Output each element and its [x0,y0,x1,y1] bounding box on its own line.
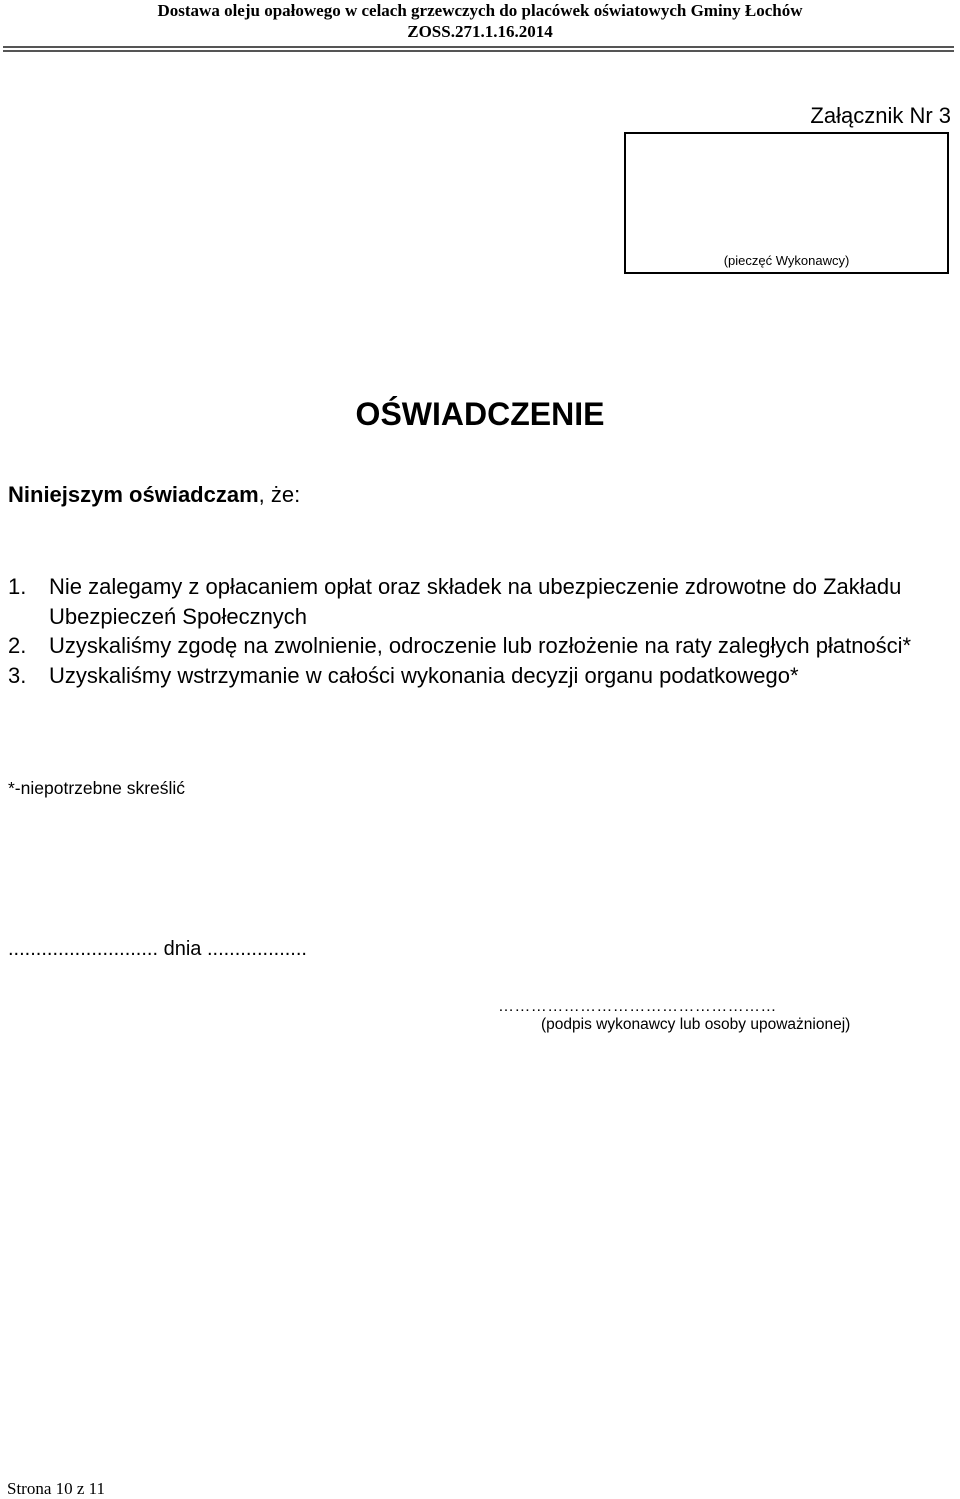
date-line: ........................... dnia .................. [8,938,307,960]
footnote: *-niepotrzebne skreślić [8,778,186,798]
statement-text: Uzyskaliśmy wstrzymanie w całości wykonania decyzji organu podatkowego* [49,662,799,688]
document-title: OŚWIADCZENIE [355,396,605,432]
document-reference-number: ZOSS.271.1.16.2014 [407,22,553,41]
header-divider [3,46,954,52]
page-number: Strona 10 z 11 [7,1479,106,1498]
statement-item [8,661,952,691]
signature-label: (podpis wykonawcy lub osoby upoważnionej) [541,1016,851,1033]
document-header-title: Dostawa oleju opałowego w celach grzewczych do placówek oświatowych Gminy Łochów [157,1,803,20]
intro-line [8,482,300,508]
statements-list [8,572,952,690]
statement-number: 3. [8,662,27,688]
statement-number: 2. [8,633,27,658]
signature-line: …………………………………………… [498,998,777,1015]
intro-rest: , że: [258,482,301,507]
stamp-label: (pieczęć Wykonawcy) [723,253,850,268]
statement-number: 1. [8,574,27,599]
annex-label: Załącznik Nr 3 [810,103,951,128]
contractor-stamp-box [624,132,949,274]
statement-text: Uzyskaliśmy zgodę na zwolnienie, odroczenie lub rozłożenie na raty zaległych płatności* [49,633,912,658]
statement-text: Nie zalegamy z opłacaniem opłat oraz składek na ubezpieczenie zdrowotne do Zakładu Ubezpieczeń Społecznych [49,574,902,629]
statement-item [8,572,952,631]
statement-item [8,631,952,661]
intro-bold: Niniejszym oświadczam [8,482,259,507]
